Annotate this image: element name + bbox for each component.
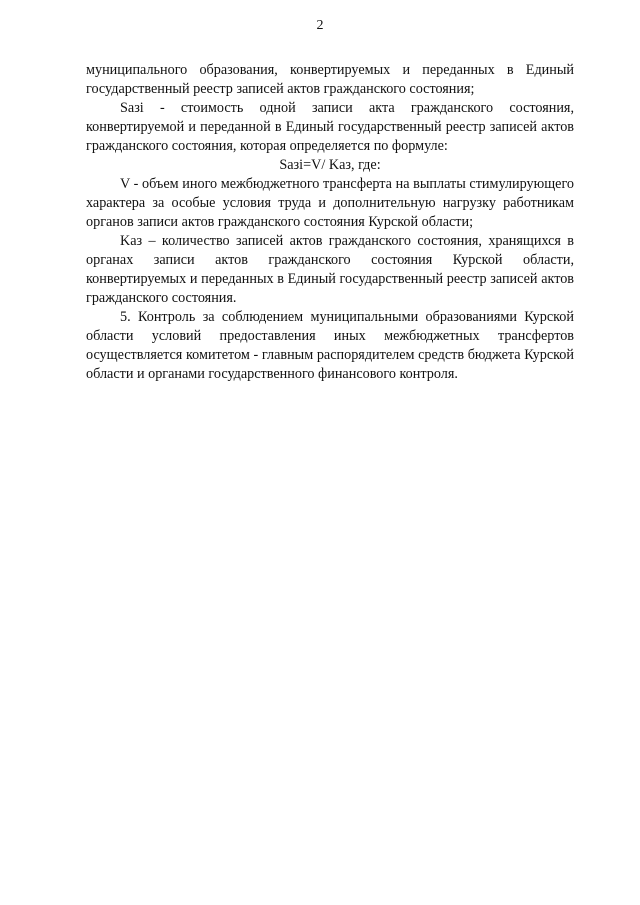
formula-line: Sазi=V/ Kаз, где: xyxy=(279,157,381,173)
paragraph-transfer-volume-definition: V - объем иного межбюджетного трансферта на выплаты стимулирующего характера за особые условия труда и дополнительную нагрузку работникам органов записи актов гражданского состояния Курской области; xyxy=(86,176,574,230)
paragraph-record-count-definition: Kаз – количество записей актов гражданского состояния, хранящихся в органах записи актов гражданского состояния Курской области, конвертируемых и переданных в Единый государственный реестр записей актов гражданского состояния. xyxy=(86,233,574,306)
paragraph-municipal-continuation: муниципального образования, конвертируемых и переданных в Единый государственный реестр записей актов гражданского состояния; xyxy=(86,62,574,97)
document-body xyxy=(86,61,574,384)
page-number: 2 xyxy=(316,18,324,33)
paragraph-control-clause: 5. Контроль за соблюдением муниципальными образованиями Курской области условий предоставления иных межбюджетных трансфертов осуществляется комитетом - главным распорядителем средств бюджета Курской области и органами государственного финансового контроля. xyxy=(86,309,574,382)
paragraph-record-cost-definition: Sазi - стоимость одной записи акта гражданского состояния, конвертируемой и переданной в Единый государственный реестр записей актов гражданского состояния, которая определяется по формуле: xyxy=(86,100,574,154)
